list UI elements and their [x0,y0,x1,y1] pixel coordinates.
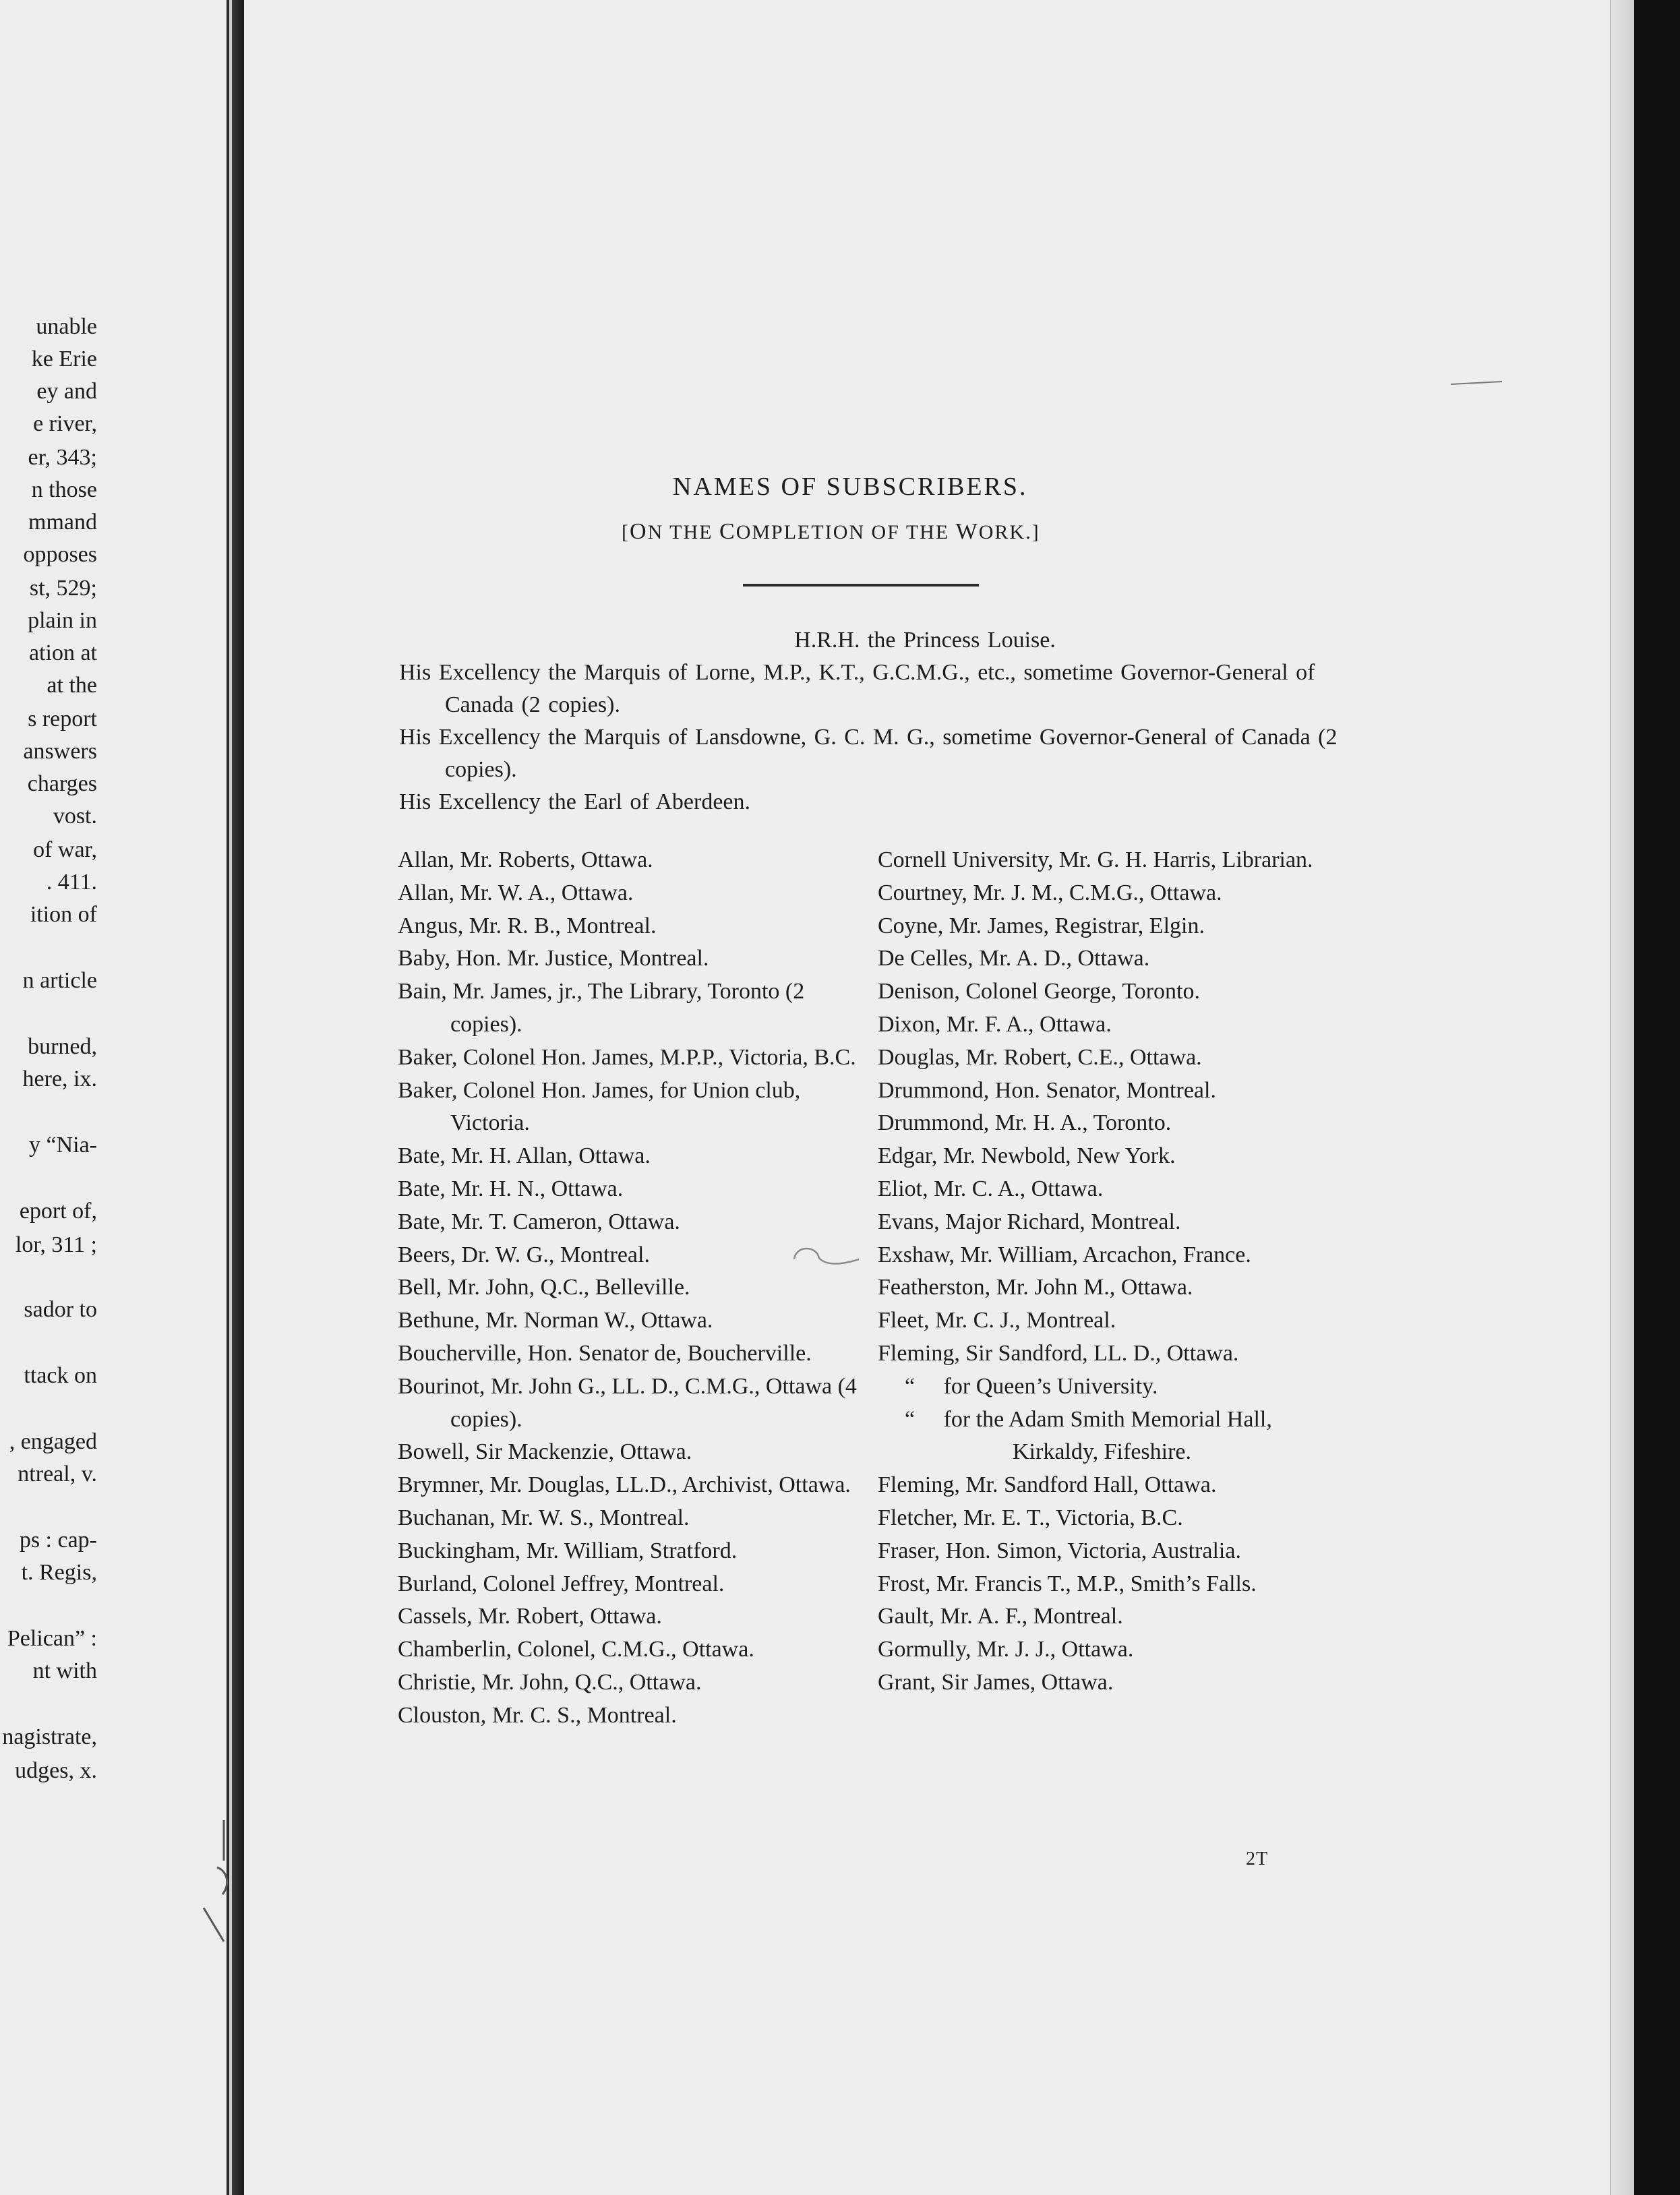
left-page-line: , engaged [9,1429,97,1454]
subscriber-entry: Bourinot, Mr. John G., LL. D., C.M.G., Ottawa (4 copies). [398,1373,857,1432]
left-page-line: s report [28,706,97,731]
left-page-line: charges [27,771,97,796]
dignitary-entry: H.R.H. the Princess Louise. [794,628,1056,653]
subscriber-entry: Brymner, Mr. Douglas, LL.D., Archivist, Ottawa. [398,1472,851,1498]
subscriber-entry: Frost, Mr. Francis T., M.P., Smith’s Falls. [878,1571,1257,1596]
left-page-line: mmand [28,510,97,535]
left-page-line: lor, 311 ; [15,1232,97,1257]
left-page-line: udges, x. [15,1758,97,1783]
left-page-line: ttack on [24,1363,97,1388]
left-page-line: st, 529; [29,576,97,601]
left-page-line: at the [47,673,97,698]
left-page-line: Pelican” : [7,1626,97,1651]
left-page-line: opposes [23,542,97,567]
subscriber-entry: Fleet, Mr. C. J., Montreal. [878,1308,1116,1333]
subscriber-entry: Bethune, Mr. Norman W., Ottawa. [398,1308,713,1333]
left-page-line: of war, [33,837,97,862]
dignitary-entry: His Excellency the Marquis of Lansdowne, G. C. M. G., sometime Governor-General of Canada (2 copies). [399,725,1338,782]
subscriber-entry: Bell, Mr. John, Q.C., Belleville. [398,1275,690,1300]
subscriber-entry: Edgar, Mr. Newbold, New York. [878,1143,1176,1169]
left-page-line: ps : cap- [19,1528,97,1553]
left-page-line: er, 343; [28,445,97,470]
left-page-line: n article [22,968,97,993]
left-page-line: burned, [28,1034,97,1059]
subscriber-entry: Buckingham, Mr. William, Stratford. [398,1538,738,1563]
subscriber-entry: Burland, Colonel Jeffrey, Montreal. [398,1571,725,1596]
subscriber-entry: “ for Queen’s University. [905,1373,1158,1399]
subscriber-entry: Fraser, Hon. Simon, Victoria, Australia. [878,1538,1241,1563]
subscriber-entry: Coyne, Mr. James, Registrar, Elgin. [878,913,1205,938]
subscriber-entry: Fletcher, Mr. E. T., Victoria, B.C. [878,1505,1183,1530]
pencil-mark-icon [1449,378,1503,391]
page-gutter [232,0,244,2195]
page-signature: 2T [1246,1848,1269,1869]
dignitaries-list [399,624,1343,818]
subscriber-entry: Dixon, Mr. F. A., Ottawa. [878,1011,1112,1037]
subscriber-entry: Buchanan, Mr. W. S., Montreal. [398,1505,690,1530]
left-page-line: sador to [24,1297,97,1322]
subscriber-entry: Cassels, Mr. Robert, Ottawa. [398,1604,662,1629]
page-title: NAMES OF SUBSCRIBERS. [673,473,1028,501]
subscriber-entry: Angus, Mr. R. B., Montreal. [398,913,657,938]
left-page-line: ition of [30,902,97,927]
left-page-line: n those [31,477,97,502]
subscriber-entry: Cornell University, Mr. G. H. Harris, Librarian. [878,847,1313,872]
dignitary-entry: His Excellency the Marquis of Lorne, M.P., K.T., G.C.M.G., etc., sometime Governor-General of Canada (2 copies). [399,660,1315,717]
subscriber-entry: Boucherville, Hon. Senator de, Boucherville. [398,1340,812,1366]
left-page-line: here, ix. [22,1066,97,1091]
left-page-line: ation at [28,640,97,665]
subscriber-entry: Bate, Mr. H. Allan, Ottawa. [398,1143,651,1169]
dignitary-entry: His Excellency the Earl of Aberdeen. [399,789,751,814]
left-page-line: eport of, [19,1199,97,1224]
left-page-line: ntreal, v. [18,1462,97,1486]
subscriber-entry: Drummond, Hon. Senator, Montreal. [878,1077,1216,1103]
subscriber-entry: Clouston, Mr. C. S., Montreal. [398,1702,677,1728]
scan-border [1634,0,1680,2195]
left-page-line: vost. [53,804,97,829]
page-subtitle: [ON THE COMPLETION OF THE WORK.] [622,519,1040,544]
left-page-line: plain in [28,608,97,633]
left-page-line: e river, [33,411,97,436]
left-page-line: y “Nia- [28,1133,97,1157]
left-page-text [0,0,229,2195]
heading-rule [743,584,979,587]
left-page-line: ke Erie [31,347,97,371]
subscriber-entry: Bowell, Sir Mackenzie, Ottawa. [398,1439,692,1465]
subscriber-entry: Gormully, Mr. J. J., Ottawa. [878,1637,1134,1662]
subscriber-entry: Eliot, Mr. C. A., Ottawa. [878,1176,1104,1201]
left-page-line: . 411. [46,870,97,895]
subscriber-entry: Denison, Colonel George, Toronto. [878,979,1200,1004]
subscriber-entry: Fleming, Sir Sandford, LL. D., Ottawa. [878,1340,1239,1366]
subscriber-entry: Baker, Colonel Hon. James, M.P.P., Victoria, B.C. [398,1044,856,1070]
left-page-fragment [0,0,229,2195]
subscribers-left-column [398,844,870,1733]
subscribers-right-column [878,844,1343,1700]
subscriber-entry: Grant, Sir James, Ottawa. [878,1669,1114,1695]
subscriber-entry: Baker, Colonel Hon. James, for Union club, Victoria. [398,1077,801,1136]
subscriber-entry: Gault, Mr. A. F., Montreal. [878,1604,1123,1629]
pencil-mark-icon [789,1240,863,1281]
subscriber-entry: Bate, Mr. T. Cameron, Ottawa. [398,1209,680,1234]
left-page-line: unable [36,314,97,339]
left-page-line: nagistrate, [2,1724,97,1749]
left-page-line: answers [23,739,97,764]
subscriber-entry: Drummond, Mr. H. A., Toronto. [878,1110,1172,1136]
page-edge [1610,0,1636,2195]
subscriber-entry: Allan, Mr. Roberts, Ottawa. [398,847,653,872]
subscriber-entry: Douglas, Mr. Robert, C.E., Ottawa. [878,1044,1202,1070]
subscriber-entry: Baby, Hon. Mr. Justice, Montreal. [398,946,709,971]
left-page-line: t. Regis, [21,1560,97,1585]
left-page-line: nt with [32,1658,97,1683]
subscriber-entry: Featherston, Mr. John M., Ottawa. [878,1275,1193,1300]
subscriber-entry: De Celles, Mr. A. D., Ottawa. [878,946,1150,971]
subscriber-entry: Allan, Mr. W. A., Ottawa. [398,880,634,905]
subscriber-entry: Evans, Major Richard, Montreal. [878,1209,1181,1234]
subscriber-entry: Exshaw, Mr. William, Arcachon, France. [878,1242,1251,1267]
subscriber-entry: Beers, Dr. W. G., Montreal. [398,1242,650,1267]
handwritten-numeral-icon [197,1820,229,1968]
subscriber-entry: Bain, Mr. James, jr., The Library, Toronto (2 copies). [398,979,805,1037]
subscriber-entry: Fleming, Mr. Sandford Hall, Ottawa. [878,1472,1217,1498]
left-page-line: ey and [36,379,97,404]
subscriber-entry: Bate, Mr. H. N., Ottawa. [398,1176,624,1201]
subscriber-entry: Christie, Mr. John, Q.C., Ottawa. [398,1669,702,1695]
subscriber-entry: “ for the Adam Smith Memorial Hall, Kirkaldy, Fifeshire. [905,1406,1272,1465]
subscriber-entry: Courtney, Mr. J. M., C.M.G., Ottawa. [878,880,1222,905]
subscriber-entry: Chamberlin, Colonel, C.M.G., Ottawa. [398,1637,754,1662]
